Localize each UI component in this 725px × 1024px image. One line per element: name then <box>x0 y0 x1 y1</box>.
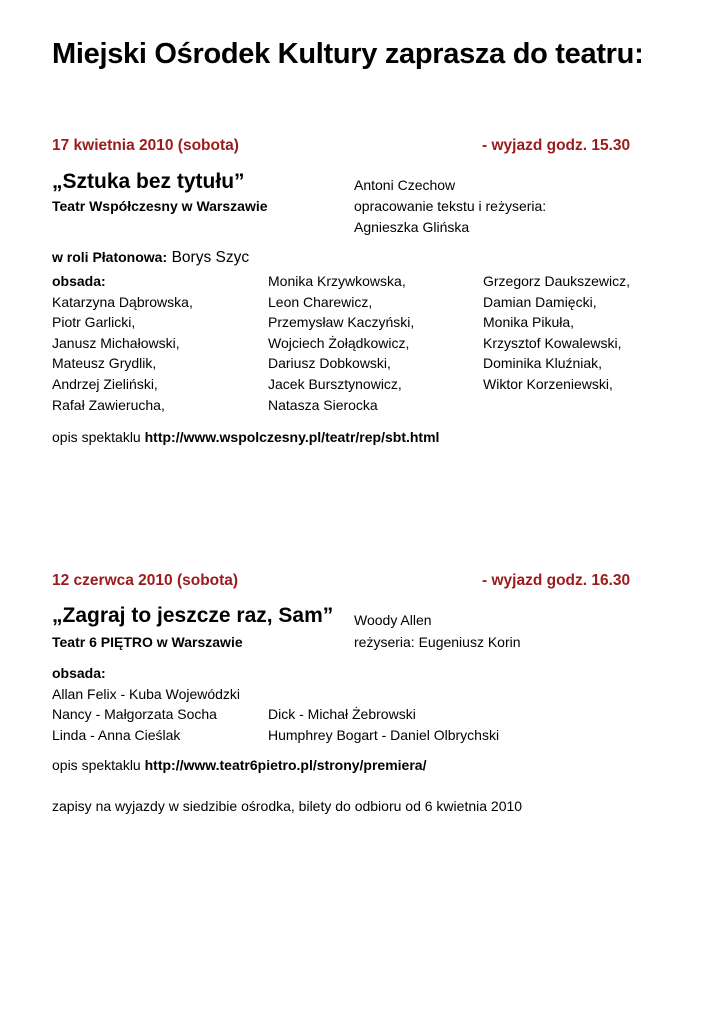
event1-date: 17 kwietnia 2010 (sobota) <box>52 137 239 154</box>
event2-cast-col1 <box>52 663 240 745</box>
cast-member: Natasza Sierocka <box>268 396 378 413</box>
cast-member: Linda - Anna Cieślak <box>52 726 181 743</box>
cast-member: Dariusz Dobkowski, <box>268 355 391 372</box>
cast-member: Monika Pikuła, <box>483 314 575 331</box>
cast-member: Nancy - Małgorzata Socha <box>52 706 217 723</box>
cast-member: Damian Damięcki, <box>483 293 597 310</box>
event1-description <box>52 427 439 448</box>
cast-member: Piotr Garlicki, <box>52 314 136 331</box>
event1-theatre: Teatr Współczesny w Warszawie <box>52 198 268 214</box>
cast-member: Dominika Kluźniak, <box>483 355 603 372</box>
event1-desc-link[interactable]: http://www.wspolczesny.pl/teatr/rep/sbt.html <box>144 429 440 445</box>
cast-label: obsada: <box>52 665 106 681</box>
event1-direction-label: opracowanie tekstu i reżyseria: <box>354 198 547 214</box>
cast-member: Jacek Bursztynowicz, <box>268 375 402 392</box>
event1-lead <box>52 249 249 267</box>
cast-member: Janusz Michałowski, <box>52 334 180 351</box>
event1-departure: - wyjazd godz. 15.30 <box>482 137 631 154</box>
cast-member: Monika Krzywkowska, <box>268 273 406 289</box>
cast-member: Dick - Michał Żebrowski <box>268 706 416 722</box>
event2-author: Woody Allen <box>354 612 432 628</box>
lead-label: w roli Płatonowa: <box>52 249 168 265</box>
desc-label: opis spektaklu <box>52 429 141 445</box>
cast-member: Wiktor Korzeniewski, <box>483 375 613 392</box>
event1-author: Antoni Czechow <box>354 177 456 193</box>
cast-member: Wojciech Żołądkowicz, <box>268 334 410 351</box>
lead-actor: Borys Szyc <box>171 249 250 266</box>
event2-cast-col2 <box>268 704 499 745</box>
cast-member: Mateusz Grydlik, <box>52 355 157 372</box>
page-title: Miejski Ośrodek Kultury zaprasza do teatru: <box>52 38 644 70</box>
event1-cast-col1 <box>52 271 193 415</box>
event2-date: 12 czerwca 2010 (sobota) <box>52 572 239 589</box>
cast-member: Humphrey Bogart - Daniel Olbrychski <box>268 726 500 743</box>
cast-member: Rafał Zawierucha, <box>52 396 165 413</box>
event2-play-title: „Zagraj to jeszcze raz, Sam” <box>52 604 334 627</box>
event2-theatre: Teatr 6 PIĘTRO w Warszawie <box>52 634 243 650</box>
cast-member: Leon Charewicz, <box>268 293 373 310</box>
event2-direction: reżyseria: Eugeniusz Korin <box>354 634 521 650</box>
event2-description <box>52 755 426 776</box>
cast-member: Andrzej Zieliński, <box>52 375 158 392</box>
event1-play-title: „Sztuka bez tytułu” <box>52 170 245 193</box>
cast-member: Allan Felix - Kuba Wojewódzki <box>52 685 241 702</box>
cast-member: Grzegorz Daukszewicz, <box>483 273 631 289</box>
footer-note: zapisy na wyjazdy w siedzibie ośrodka, bilety do odbioru od 6 kwietnia 2010 <box>52 798 523 814</box>
event2-departure: - wyjazd godz. 16.30 <box>482 572 631 589</box>
event1-cast-col2 <box>268 271 414 415</box>
cast-label: obsada: <box>52 273 106 289</box>
event1-cast-col3 <box>483 271 630 395</box>
desc-label: opis spektaklu <box>52 757 141 773</box>
event2-desc-link[interactable]: http://www.teatr6pietro.pl/strony/premiera/ <box>144 757 427 773</box>
cast-member: Katarzyna Dąbrowska, <box>52 293 193 310</box>
cast-member: Krzysztof Kowalewski, <box>483 334 622 351</box>
cast-member: Przemysław Kaczyński, <box>268 314 415 331</box>
event1-director: Agnieszka Glińska <box>354 219 470 235</box>
